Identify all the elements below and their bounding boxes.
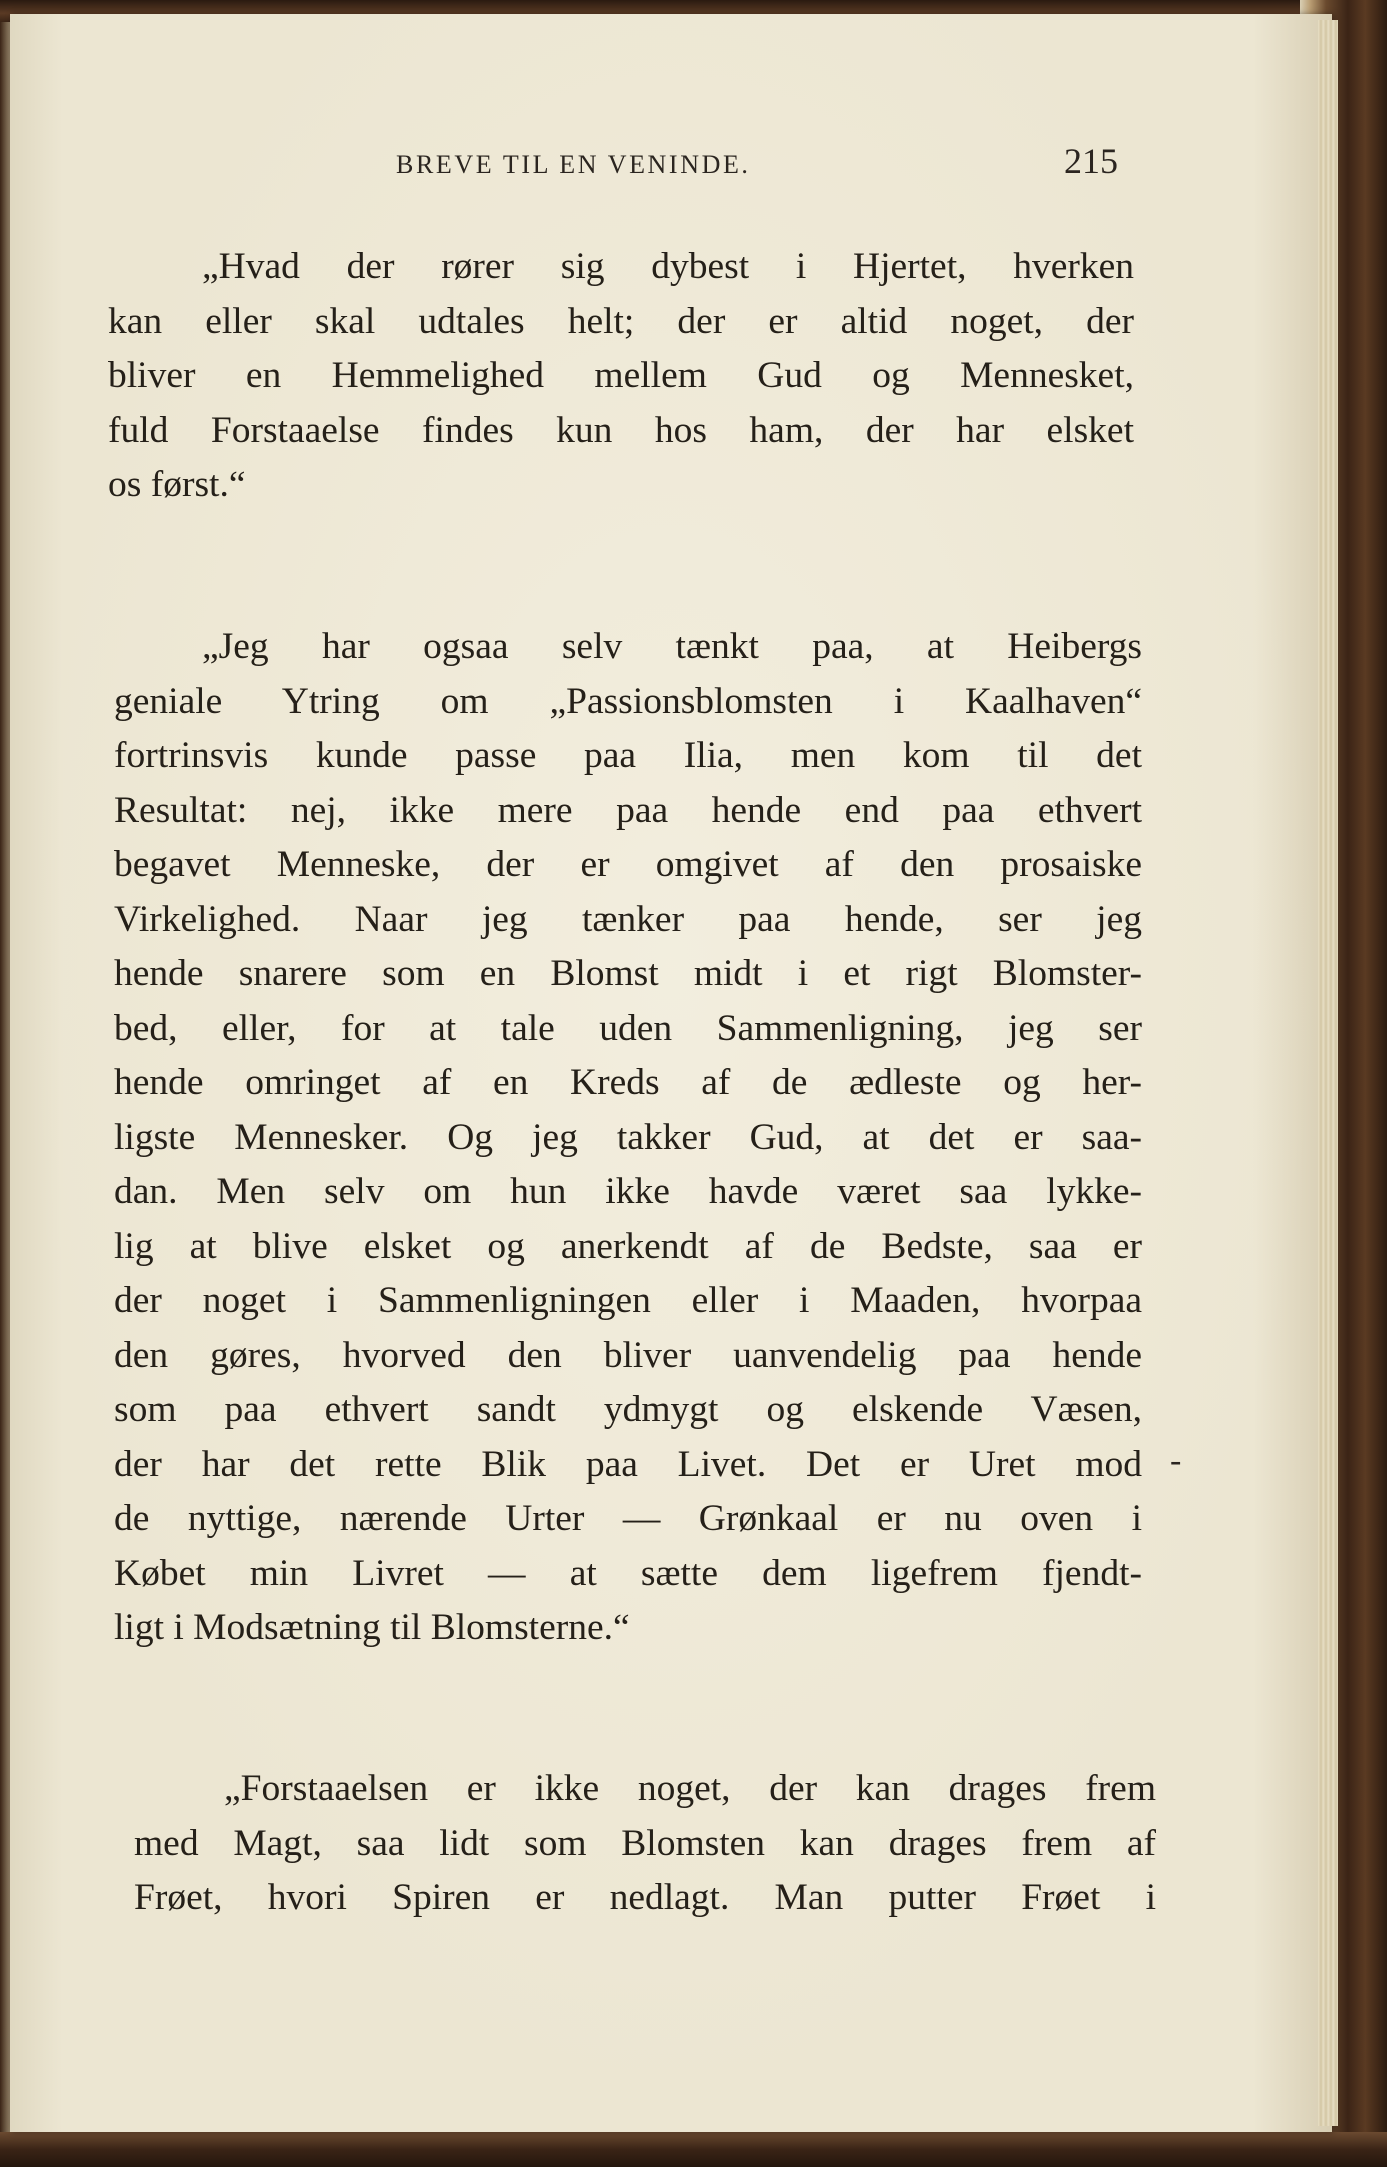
running-head: BREVE TIL EN VENINDE. (396, 150, 751, 179)
page-edge (1318, 20, 1338, 2126)
text-line: fuld Forstaaelse findes kun hos ham, der har elsket (108, 409, 1134, 451)
text-line: den gøres, hvorved den bliver uanvendelig paa hende (114, 1334, 1142, 1376)
text-line: dan. Men selv om hun ikke havde været saa lykke- (114, 1171, 1142, 1212)
text-line: hende snarere som en Blomst midt i et rigt Blomster- (114, 953, 1142, 994)
text-line: Virkelighed. Naar jeg tænker paa hende, ser jeg (114, 898, 1142, 940)
text-line: Resultat: nej, ikke mere paa hende end paa ethvert (114, 789, 1142, 831)
text-line: kan eller skal udtales helt; der er altid noget, der (108, 300, 1134, 342)
paragraph-2 (114, 620, 1142, 1656)
book-binding-bottom (0, 2132, 1387, 2167)
text-line: „Hvad der rører sig dybest i Hjertet, hverken (202, 246, 1134, 287)
margin-mark: - (1170, 1442, 1182, 1479)
paragraph-1 (108, 240, 1134, 513)
text-line: Frøet, hvori Spiren er nedlagt. Man putter Frøet i (134, 1877, 1156, 1918)
text-line: lig at blive elsket og anerkendt af de Bedste, saa er (114, 1225, 1142, 1267)
text-line: fortrinsvis kunde passe paa Ilia, men kom til det (114, 735, 1142, 776)
text-line: bliver en Hemmelighed mellem Gud og Mennesket, (108, 355, 1134, 396)
text-line: ligt i Modsætning til Blomsterne.“ (114, 1607, 630, 1648)
text-line: „Forstaaelsen er ikke noget, der kan drages frem (224, 1768, 1156, 1809)
text-line: ligste Mennesker. Og jeg takker Gud, at det er saa- (114, 1116, 1142, 1158)
text-line: med Magt, saa lidt som Blomsten kan drages frem af (134, 1822, 1156, 1864)
paragraph-3 (134, 1762, 1156, 1926)
text-line: Købet min Livret — at sætte dem ligefrem fjendt- (114, 1552, 1142, 1594)
page-number: 215 (1064, 141, 1118, 181)
text-line: der noget i Sammenligningen eller i Maaden, hvorpaa (114, 1280, 1142, 1321)
text-line: begavet Menneske, der er omgivet af den prosaiske (114, 844, 1142, 885)
text-line: geniale Ytring om „Passionsblomsten i Kaalhaven“ (114, 680, 1142, 722)
text-line: som paa ethvert sandt ydmygt og elskende Væsen, (114, 1389, 1142, 1430)
text-line: de nyttige, nærende Urter — Grønkaal er nu oven i (114, 1498, 1142, 1539)
text-line: der har det rette Blik paa Livet. Det er Uret mod (114, 1443, 1142, 1485)
text-line: hende omringet af en Kreds af de ædleste og her- (114, 1062, 1142, 1103)
text-line: bed, eller, for at tale uden Sammenligning, jeg ser (114, 1007, 1142, 1049)
text-line: os først.“ (108, 464, 246, 505)
text-line: „Jeg har ogsaa selv tænkt paa, at Heibergs (202, 626, 1142, 667)
